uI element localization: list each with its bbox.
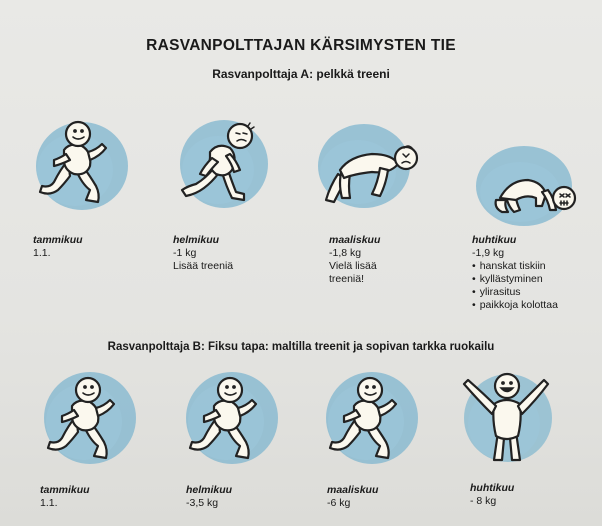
month-label: tammikuu	[40, 484, 90, 496]
caption-b2	[186, 484, 232, 510]
collapsing-figure-a3	[302, 108, 422, 218]
month-label: maaliskuu	[329, 234, 381, 246]
section-a-heading: Rasvanpolttaja A: pelkkä treeni	[212, 67, 390, 81]
runner-figure-a1	[20, 108, 140, 218]
runner-figure-b1	[30, 362, 150, 472]
caption-line: -3,5 kg	[186, 497, 219, 509]
caption-a2	[173, 234, 233, 273]
caption-b3	[327, 484, 378, 510]
list-item: • paikkoja kolottaa	[472, 299, 558, 312]
caption-a4	[472, 234, 558, 312]
month-label: huhtikuu	[470, 482, 515, 494]
month-label: helmikuu	[186, 484, 233, 496]
list-item: • ylirasitus	[472, 286, 558, 299]
caption-line: - 8 kg	[470, 495, 497, 507]
caption-line: Lisää treeniä	[173, 260, 234, 272]
caption-b1	[40, 484, 90, 510]
month-label: tammikuu	[33, 234, 83, 246]
caption-line: -6 kg	[327, 497, 351, 509]
month-label: helmikuu	[173, 234, 220, 246]
tired-figure-a2	[160, 108, 280, 218]
runner-figure-b2	[172, 362, 292, 472]
caption-line: -1,8 kg	[329, 247, 362, 259]
caption-a3	[329, 234, 380, 286]
page-title: RASVANPOLTTAJAN KÄRSIMYSTEN TIE	[146, 37, 456, 54]
list-item: • hanskat tiskiin	[472, 260, 558, 273]
month-label: huhtikuu	[472, 234, 517, 246]
runner-figure-b3	[312, 362, 432, 472]
caption-line: -1 kg	[173, 247, 197, 259]
caption-line: Vielä lisää	[329, 260, 377, 272]
caption-line: treeniä!	[329, 273, 365, 285]
celebrating-figure-b4	[448, 362, 568, 472]
month-label: maaliskuu	[327, 484, 379, 496]
caption-line: 1.1.	[40, 497, 58, 509]
caption-line: -1,9 kg	[472, 247, 505, 259]
caption-a1	[33, 234, 83, 260]
caption-b4	[470, 482, 514, 508]
list-item: • kyllästyminen	[472, 273, 558, 286]
caption-line: 1.1.	[33, 247, 51, 259]
section-b-heading: Rasvanpolttaja B: Fiksu tapa: maltilla treenit ja sopivan tarkka ruokailu	[107, 341, 495, 353]
symptom-list	[472, 260, 558, 312]
